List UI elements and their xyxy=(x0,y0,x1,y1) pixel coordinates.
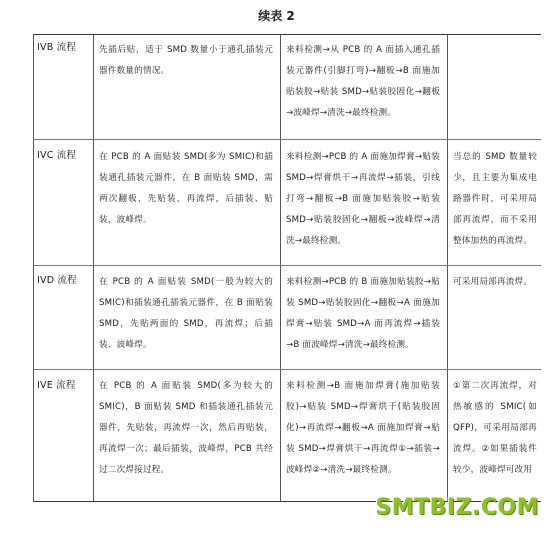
process-steps: 来料检测→PCB 的 B 面施加贴装胶→贴装 SMD→贴装胶固化→翻板→A 面施加焊膏→贴装 SMD→A 面再流焊→插装→B 面波峰焊→清洗→最终检测。 xyxy=(286,277,440,350)
site-watermark: SMTBIZ.COM xyxy=(375,495,539,520)
process-description: 在 PCB 的 A 面贴装 SMD(多为 SMIC)和插装通孔插装元器件，在 B 面贴装 SMD，需两次翻板，先贴装，再流焊，后插装、贴装，波峰焊。 xyxy=(99,152,273,225)
process-description: 在 PCB 的 A 面贴装 SMD(多为较大的 SMIC)，B 面贴装 SMD 和插装通孔插装元器件，先贴装，再流焊一次，然后再贴装，再流焊一次；最后插装，波峰焊，PCB 共经过二次焊接过程。 xyxy=(99,381,273,475)
process-steps: 来料检测→B 面施加焊膏(施加贴装胶)→贴装 SMD→焊膏烘干(贴装胶固化)→再流焊→翻板→A 面施加焊膏→贴装 SMD→焊膏烘干→再流焊①→插装→波峰焊②→清洗→最终检测。 xyxy=(286,381,440,475)
process-note: 当总的 SMD 数量较少，且主要为集成电路器件时，可采用局部再流焊，而不采用整体加热的再流焊。 xyxy=(453,152,537,246)
column-divider xyxy=(93,35,94,501)
row-divider xyxy=(33,139,541,140)
process-description: 先插后贴，适于 SMD 数量小于通孔插装元器件数量的情况。 xyxy=(99,45,273,76)
process-name: IVE 流程 xyxy=(37,380,76,391)
column-divider xyxy=(447,35,448,501)
row-divider xyxy=(33,265,541,266)
process-description: 在 PCB 的 A 面贴装 SMD(一般为较大的 SMIC)和插装通孔插装元器件，在 B 面贴装 SMD，先贴两面的 SMD，再流焊；后插装、波峰焊。 xyxy=(99,277,273,350)
process-note: 可采用局部再流焊。 xyxy=(453,277,533,287)
process-steps: 来料检测→PCB 的 A 面施加焊膏→贴装 SMD→焊膏烘干→再流焊→插装，引线打弯→翻板→B 面施加贴装胶→贴装 SMD→贴装胶固化→翻板→波峰焊→清洗→最终检测。 xyxy=(286,152,440,246)
process-name: IVB 流程 xyxy=(37,42,77,53)
process-name: IVD 流程 xyxy=(37,275,77,286)
table-left-border xyxy=(33,35,34,501)
table-caption: 续表 2 xyxy=(258,9,295,23)
process-steps: 来料检测→从 PCB 的 A 面插入通孔插装元器件(引脚打弯)→翻板→B 面施加贴装胶→贴装 SMD→贴装胶固化→翻板→波峰焊→清洗→最终检测。 xyxy=(286,45,440,118)
process-note: ①第二次再流焊，对热敏感的 SMIC(如 QFP)，可采用局部再流焊。②如果插装件较少，波峰焊可改用 xyxy=(453,381,537,475)
process-table xyxy=(33,34,541,502)
process-name: IVC 流程 xyxy=(37,150,77,161)
row-divider xyxy=(33,369,541,370)
column-divider xyxy=(280,35,281,501)
